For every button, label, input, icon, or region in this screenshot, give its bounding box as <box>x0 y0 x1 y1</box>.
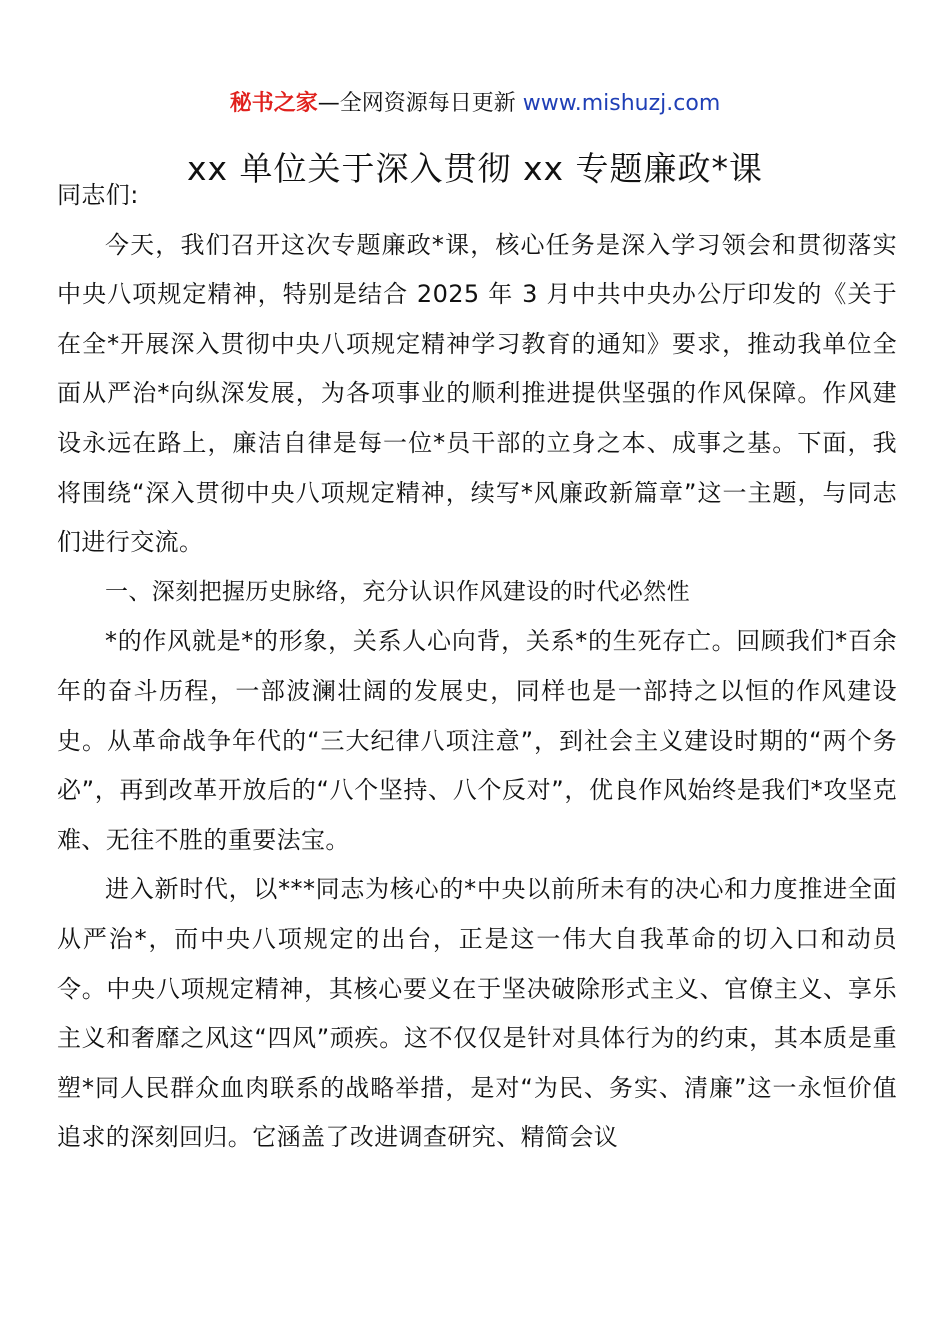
paragraph-history: *的作风就是*的形象，关系人心向背，关系*的生死存亡。回顾我们*百余年的奋斗历程，一部波澜壮阔的发展史，同样也是一部持之以恒的作风建设史。从革命战争年代的“三大纪律八项注意”，到社会主义建设时期的“两个务必”，再到改革开放后的“八个坚持、八个反对”，优良作风始终是我们*攻坚克难、无往不胜的重要法宝。 <box>57 627 897 854</box>
paragraph-intro: 今天，我们召开这次专题廉政*课，核心任务是深入学习领会和贯彻落实中央八项规定精神，特别是结合 2025 年 3 月中共中央办公厅印发的《关于在全*开展深入贯彻中央八项规定精神学习教育的通知》要求，推动我单位全面从严治*向纵深发展，为各项事业的顺利推进提供坚强的作风保障。作风建设永远在路上，廉洁自律是每一位*员干部的立身之本、成事之基。下面，我将围绕“深入贯彻中央八项规定精神，续写*风廉政新篇章”这一主题，与同志们进行交流。 <box>57 230 897 557</box>
brand-name: 秘书之家 <box>229 91 318 116</box>
site-url-link[interactable]: www.mishuzj.com <box>522 91 721 116</box>
paragraph-new-era: 进入新时代，以***同志为核心的*中央以前所未有的决心和力度推进全面从严治*，而中央八项规定的出台，正是这一伟大自我革命的切入口和动员令。中央八项规定精神，其核心要义在于坚决破除形式主义、官僚主义、享乐主义和奢靡之风这“四风”顽疾。这不仅仅是针对具体行为的约束，其本质是重塑*同人民群众血肉联系的战略举措，是对“为民、务实、清廉”这一永恒价值追求的深刻回归。它涵盖了改进调查研究、精简会议 <box>57 875 897 1152</box>
site-header <box>0 86 950 122</box>
section-heading: 一、深刻把握历史脉络，充分认识作风建设的时代必然性 <box>105 578 690 605</box>
header-tagline: —全网资源每日更新 <box>317 91 523 116</box>
document-body <box>57 171 897 1163</box>
document-title: xx 单位关于深入贯彻 xx 专题廉政*课 <box>186 149 764 188</box>
salutation: 同志们: <box>57 181 139 209</box>
